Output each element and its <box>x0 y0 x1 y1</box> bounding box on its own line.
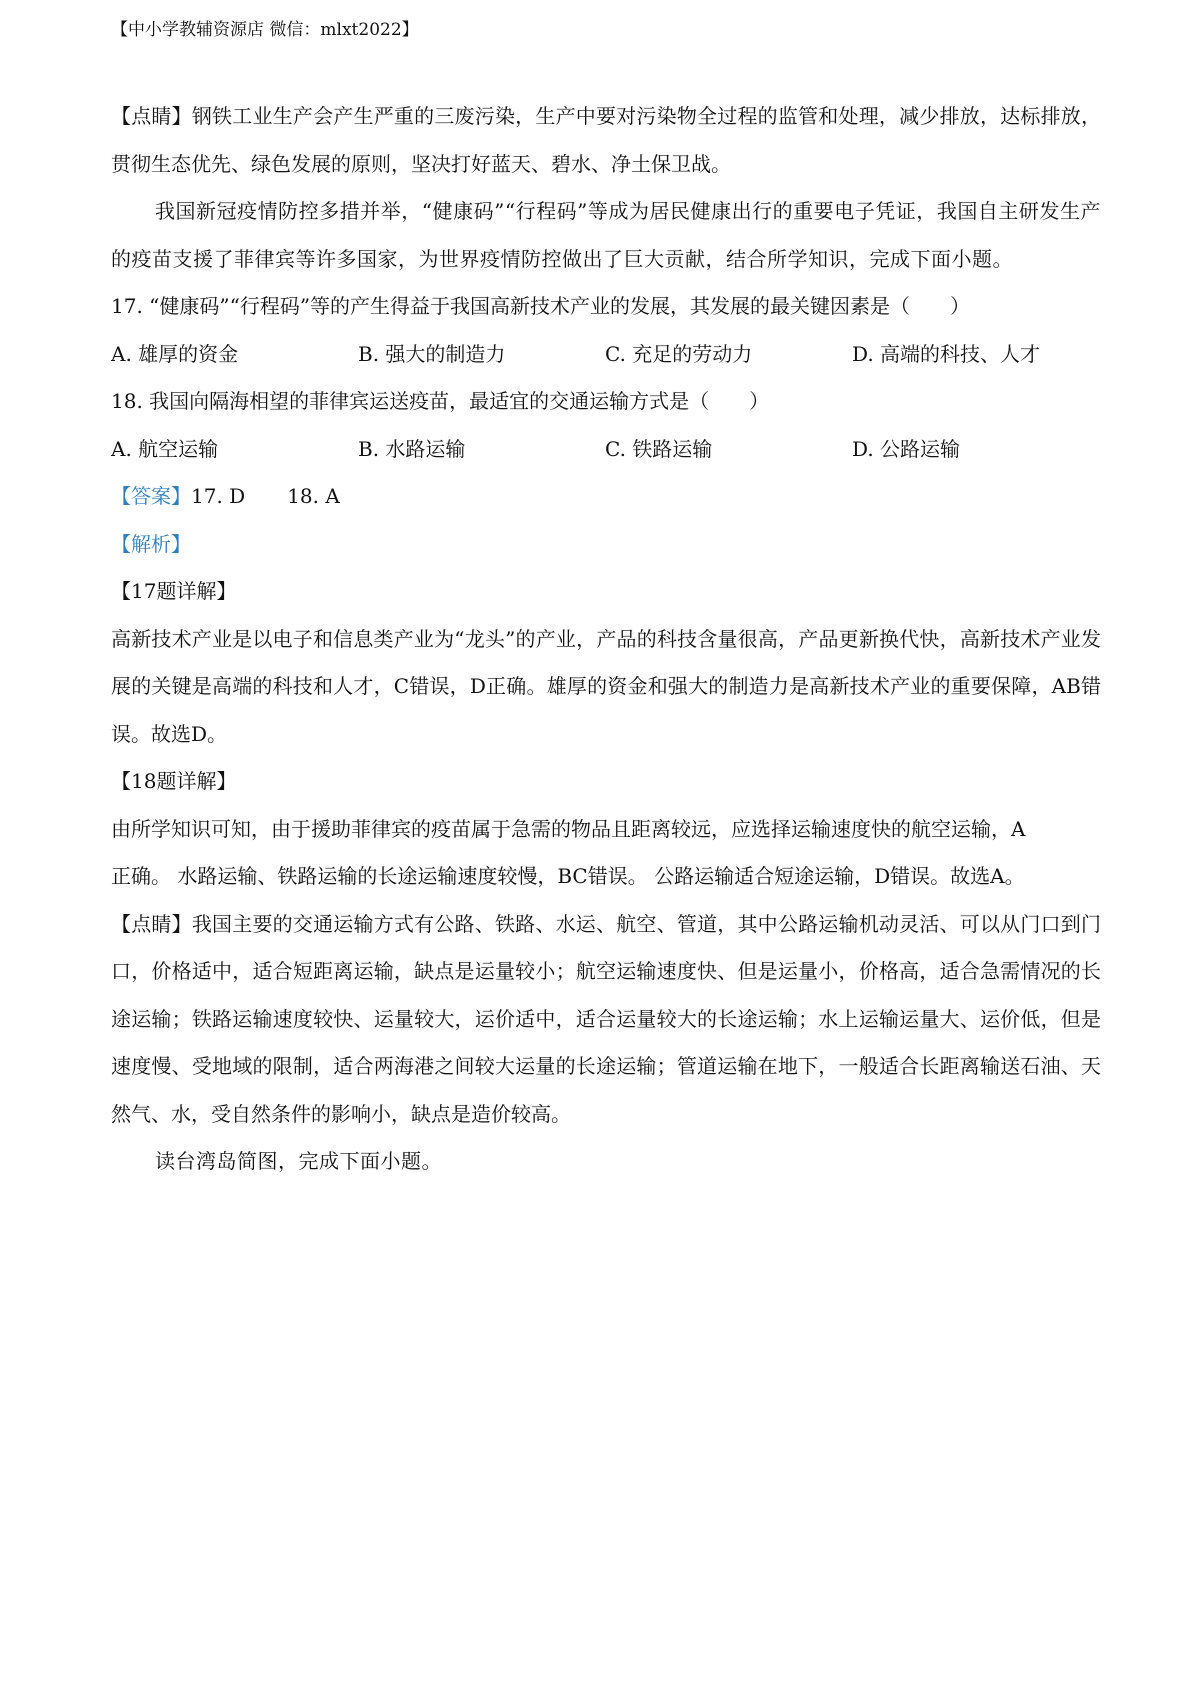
q18-option-d: D. 公路运输 <box>852 436 961 461</box>
q18-option-a: A. 航空运输 <box>111 436 219 461</box>
q18-option-b: B. 水路运输 <box>358 436 466 461</box>
closing-instruction: 读台湾岛简图，完成下面小题。 <box>155 1149 442 1173</box>
dianjing-paragraph-1: 【点睛】钢铁工业生产会产生严重的三废污染，生产中要对污染物全过程的监管和处理，减少排放，达标排放，贯彻生态优先、绿色发展的原则，坚决打好蓝天、碧水、净土保卫战。 <box>111 104 1101 176</box>
analysis-label: 【解析】 <box>111 531 191 556</box>
question-18-options <box>111 426 1101 474</box>
q17-option-a: A. 雄厚的资金 <box>111 341 239 366</box>
answer-line <box>111 473 1101 521</box>
question-17-options <box>111 331 1101 379</box>
q17-option-b: B. 强大的制造力 <box>358 341 506 366</box>
dianjing-paragraph-2: 【点睛】我国主要的交通运输方式有公路、铁路、水运、航空、管道，其中公路运输机动灵活、可以从门口到门口，价格适中，适合短距离运输，缺点是运量较小；航空运输速度快、但是运量小，价格高，适合急需情况的长途运输；铁路运输速度较快、运量较大，运价适中，适合运量较大的长途运输；水上运输运量大、运价低，但是速度慢、受地域的限制，适合两海港之间较大运量的长途运输；管道运输在地下，一般适合长距离输送石油、天然气、水，受自然条件的影响小，缺点是造价较高。 <box>111 911 1101 1126</box>
page-content <box>111 93 1101 1186</box>
q18-option-c: C. 铁路运输 <box>605 436 713 461</box>
question-18-stem: 18. 我国向隔海相望的菲律宾运送疫苗，最适宜的交通运输方式是（ ） <box>111 389 770 413</box>
detail-18-text-line-1: 由所学知识可知，由于援助菲律宾的疫苗属于急需的物品且距离较远，应选择运输速度快的航空运输，A <box>111 816 1026 841</box>
detail-18-title: 【18题详解】 <box>111 769 237 793</box>
q17-option-c: C. 充足的劳动力 <box>605 341 753 366</box>
answer-18: 18. A <box>287 484 340 508</box>
question-17-stem: 17. “健康码”“行程码”等的产生得益于我国高新技术产业的发展，其发展的最关键因素是（ ） <box>111 294 971 318</box>
detail-18-text-line-2: 正确。 水路运输、铁路运输的长途运输速度较慢，BC错误。 公路运输适合短途运输，D错误。故选A。 <box>111 864 1025 888</box>
q17-option-d: D. 高端的科技、人才 <box>852 341 1041 366</box>
detail-17-text: 高新技术产业是以电子和信息类产业为“龙头”的产业，产品的科技含量很高，产品更新换代快，高新技术产业发展的关键是高端的科技和人才，C错误，D正确。雄厚的资金和强大的制造力是高新技术产业的重要保障，AB错误。故选D。 <box>111 626 1101 746</box>
detail-17-title: 【17题详解】 <box>111 579 237 603</box>
answer-label: 【答案】 <box>111 484 191 508</box>
answer-17: 17. D <box>191 484 246 508</box>
page-header: 【中小学教辅资源店 微信：mlxt2022】 <box>111 20 419 40</box>
material-paragraph: 我国新冠疫情防控多措并举，“健康码”“行程码”等成为居民健康出行的重要电子凭证，我国自主研发生产的疫苗支援了菲律宾等许多国家，为世界疫情防控做出了巨大贡献，结合所学知识，完成下面小题。 <box>111 199 1101 271</box>
